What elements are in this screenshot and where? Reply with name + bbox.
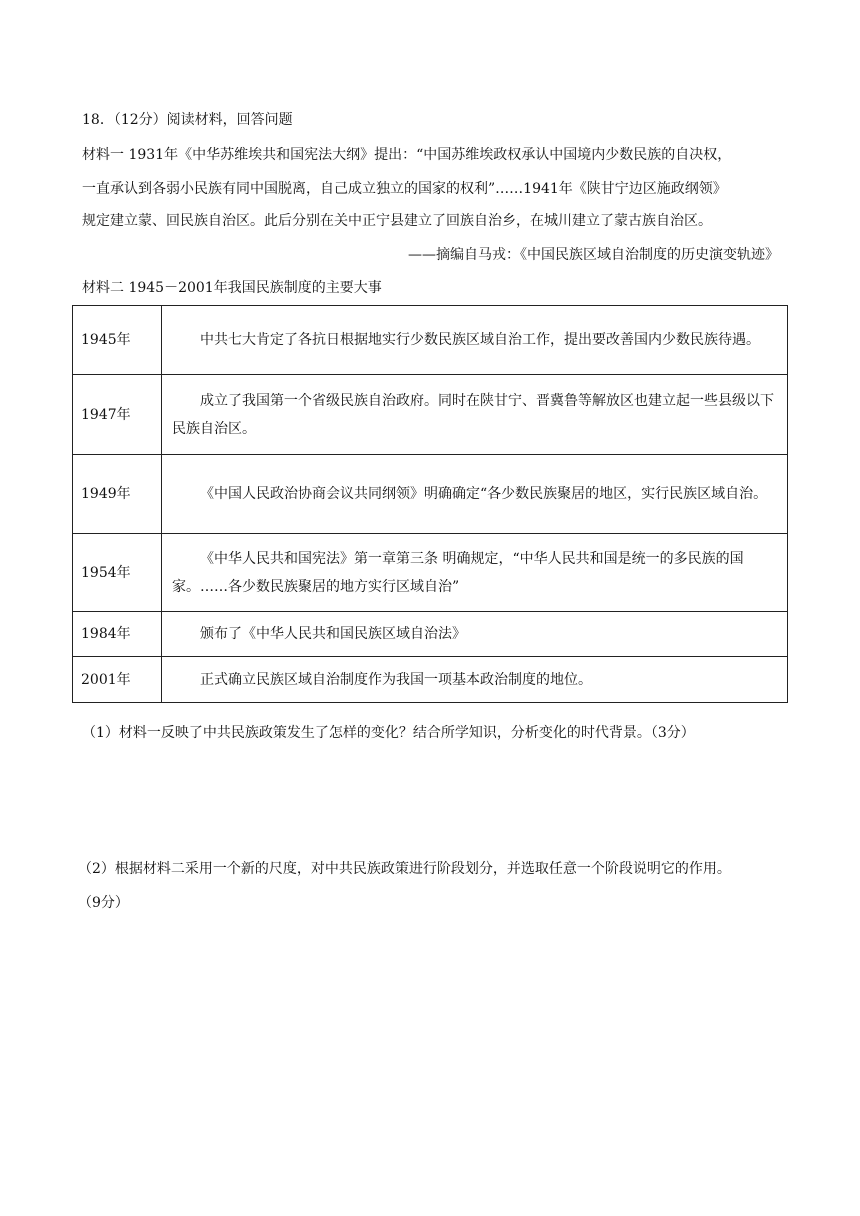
table-row <box>73 306 788 375</box>
subquestion-1: （1）材料一反映了中共民族政策发生了怎样的变化？结合所学知识，分析变化的时代背景。（3分） <box>82 725 695 741</box>
subquestion-2: （2）根据材料二采用一个新的尺度，对中共民族政策进行阶段划分，并选取任意一个阶段说明它的作用。 <box>78 861 731 877</box>
table-year-cell: 1945年 <box>73 306 162 375</box>
table-row <box>73 612 788 657</box>
material1-line-1: 材料一 1931年《中华苏维埃共和国宪法大纲》提出：“中国苏维埃政权承认中国境内少数民族的自决权， <box>82 147 732 163</box>
material2-title: 材料二 1945－2001年我国民族制度的主要大事 <box>82 280 382 296</box>
table-year-cell: 1949年 <box>73 455 162 534</box>
subquestion-2-points: （9分） <box>78 895 129 911</box>
material1-source: ——摘编自马戎：《中国民族区域自治制度的历史演变轨迹》 <box>408 247 779 263</box>
table-year-cell: 1954年 <box>73 534 162 612</box>
table-year-cell: 1947年 <box>73 375 162 455</box>
material1-line-2: 一直承认到各弱小民族有同中国脱离，自己成立独立的国家的权利”……1941年《陕甘宁边区施政纲领》 <box>82 181 727 197</box>
table-row <box>73 657 788 703</box>
table-event-cell: 成立了我国第一个省级民族自治政府。同时在陕甘宁、晋冀鲁等解放区也建立起一些县级以下民族自治区。 <box>162 375 788 455</box>
table-row <box>73 455 788 534</box>
table-event-cell: 《中国人民政治协商会议共同纲领》明确确定“各少数民族聚居的地区，实行民族区域自治。 <box>162 455 788 534</box>
table-event-cell: 颁布了《中华人民共和国民族区域自治法》 <box>162 612 788 657</box>
table-year-cell: 1984年 <box>73 612 162 657</box>
table-row <box>73 534 788 612</box>
table-event-cell: 正式确立民族区域自治制度作为我国一项基本政治制度的地位。 <box>162 657 788 703</box>
events-table <box>72 305 788 703</box>
question-header: 18．（12分）阅读材料，回答问题 <box>82 112 293 128</box>
table-year-cell: 2001年 <box>73 657 162 703</box>
table-event-cell: 中共七大肯定了各抗日根据地实行少数民族区域自治工作，提出要改善国内少数民族待遇。 <box>162 306 788 375</box>
table-row <box>73 375 788 455</box>
table-event-cell: 《中华人民共和国宪法》第一章第三条 明确规定，“中华人民共和国是统一的多民族的国家。……各少数民族聚居的地方实行区域自治” <box>162 534 788 612</box>
material1-line-3: 规定建立蒙、回民族自治区。此后分别在关中正宁县建立了回族自治乡，在城川建立了蒙古族自治区。 <box>82 213 712 229</box>
